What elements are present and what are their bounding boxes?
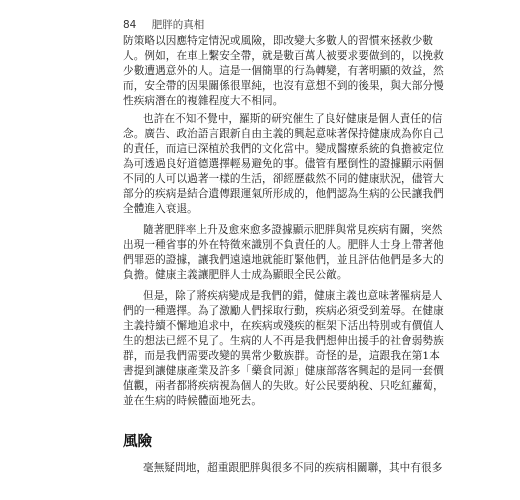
- body-line: 但是，除了將疾病變成是我們的錯，健康主義也意味著罹病是人: [143, 290, 443, 302]
- body-line: 並在生病的時候體面地死去。: [123, 395, 263, 407]
- body-line: 為可透過良好道德選擇輕易避免的事。儘管有壓倒性的證據顯示兩個: [123, 158, 444, 170]
- body-line: 主義持續不懈地追求中，在疾病或殘疾的框架下活出特別或有價值人: [123, 320, 444, 332]
- body-line: 書提到讓健康產業及許多「藥食同源」健康部落客興起的是同一套價: [123, 365, 444, 377]
- body-line: 而，安全帶的因果關係很單純，也沒有意想不到的後果，與大部分慢: [123, 80, 444, 92]
- running-head: [123, 17, 204, 32]
- body-line: 全體進入衰退。: [123, 203, 198, 215]
- body-line: 負擔。健康主義讓肥胖人士成為顯眼全民公敵。: [123, 269, 348, 281]
- body-line: 少數遭遇意外的人。這是一個簡單的行為轉變，有著明顯的效益，然: [123, 65, 444, 77]
- body-line: 也許在不知不覺中，羅斯的研究催生了良好健康是個人責任的信: [143, 113, 443, 125]
- body-line: 生的想法已經不見了。生病的人不再是我們想伸出援手的社會弱勢族: [123, 335, 444, 347]
- body-line: 毫無疑問地，超重跟肥胖與很多不同的疾病相關聯，其中有很多: [143, 462, 443, 474]
- body-line: 人。例如，在車上繫安全帶，就是數百萬人被要求要做到的，以挽救: [123, 50, 444, 62]
- body-line: 出現一種省事的外在特徵來識別不負責任的人。肥胖人士身上帶著他: [123, 239, 444, 251]
- body-line: 性疾病潛在的複雜程度大不相同。: [123, 95, 284, 107]
- body-line: 們的一種選擇。為了激勵人們採取行動，疾病必須受到羞辱。在健康: [123, 305, 444, 317]
- body-line: 隨著肥胖率上升及愈來愈多證據顯示肥胖與常見疾病有關，突然: [143, 224, 443, 236]
- body-line: 值觀，兩者都將疾病視為個人的失敗。好公民要納稅、只吃紅蘿蔔，: [123, 380, 444, 392]
- section-heading: 風險: [123, 434, 152, 450]
- book-title: 肥胖的真相: [151, 19, 205, 31]
- body-line: 部分的疾病是結合遺傳跟運氣所形成的，他們認為生病的公民讓我們: [123, 188, 444, 200]
- body-line: 念。廣告、政治語言跟新自由主義的興起意味著保持健康成為你自己: [123, 128, 444, 140]
- body-line: 防策略以因應特定情況或風險，即改變大多數人的習慣來拯救少數: [123, 35, 434, 47]
- body-line: 的責任，而這已深植於我們的文化當中。變成醫療系統的負擔被定位: [123, 143, 444, 155]
- body-line: 不同的人可以過著一樣的生活，卻經歷截然不同的健康狀況，儘管大: [123, 173, 444, 185]
- page-number: 84: [123, 19, 137, 31]
- body-line: 群，而是我們需要改變的異常少數族群。奇怪的是，這跟我在第1本: [123, 350, 440, 362]
- body-line: 們罪惡的證據，讓我們遠遠地就能盯緊他們，並且評估他們是多大的: [123, 254, 444, 266]
